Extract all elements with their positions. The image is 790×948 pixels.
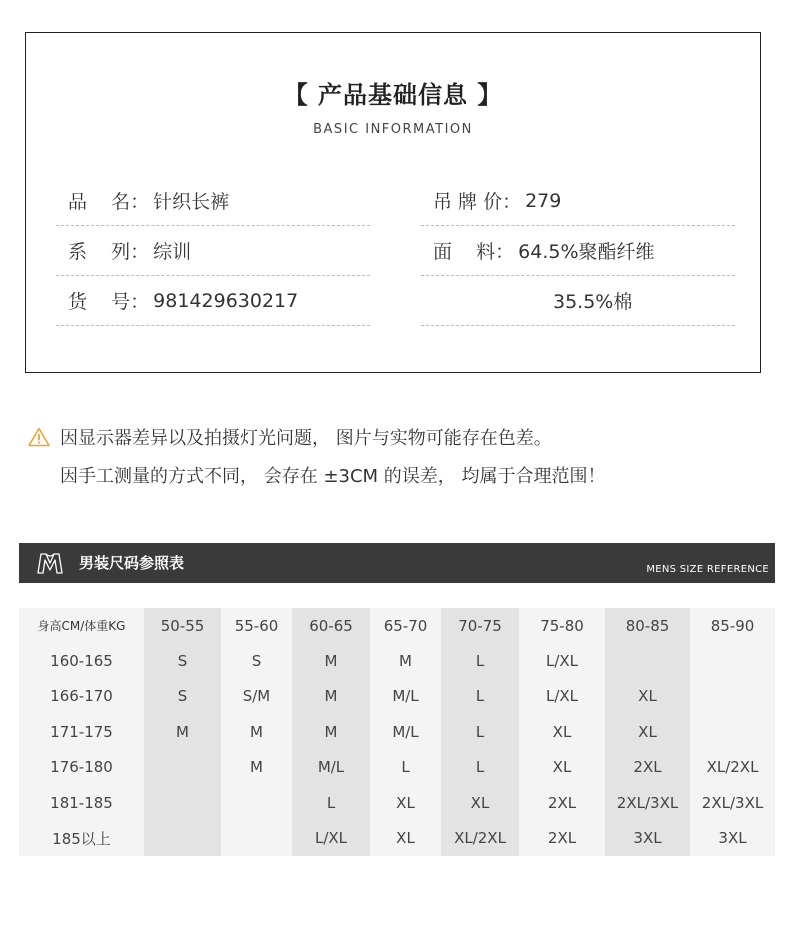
size-chart-title: 男装尺码参照表 — [79, 554, 185, 572]
row-header: 160-165 — [19, 643, 144, 678]
table-cell — [221, 785, 292, 820]
row-header: 176-180 — [19, 750, 144, 785]
table-cell: M/L — [292, 750, 370, 785]
row-header: 185以上 — [19, 820, 144, 855]
table-cell: M — [144, 714, 221, 749]
table-cell: XL — [605, 714, 690, 749]
table-cell: L — [441, 750, 519, 785]
table-cell: L — [441, 643, 519, 678]
table-row — [19, 714, 775, 749]
table-cell: L/XL — [519, 643, 605, 678]
field-series — [56, 226, 370, 276]
table-cell: 2XL — [519, 820, 605, 855]
field-label: 品 名： — [68, 191, 150, 213]
table-cell: L — [292, 785, 370, 820]
table-row — [19, 820, 775, 855]
table-cell — [144, 820, 221, 855]
product-info-box — [25, 32, 761, 373]
table-cell: XL/2XL — [441, 820, 519, 855]
field-label: 吊 牌 价： — [433, 191, 522, 213]
info-title: 【 产品基础信息 】 — [283, 81, 503, 109]
table-cell: XL/2XL — [690, 750, 775, 785]
table-cell: 2XL — [519, 785, 605, 820]
table-cell: XL — [519, 714, 605, 749]
size-table — [19, 608, 775, 856]
table-cell: S — [144, 679, 221, 714]
table-cell: XL — [370, 785, 441, 820]
table-cell: M — [292, 714, 370, 749]
notice-line-2 — [28, 456, 606, 494]
table-cell: M — [292, 679, 370, 714]
table-cell: XL — [605, 679, 690, 714]
field-tag-price — [421, 176, 735, 226]
table-cell: M/L — [370, 679, 441, 714]
column-header: 75-80 — [519, 608, 605, 643]
column-header: 85-90 — [690, 608, 775, 643]
table-cell: M — [370, 643, 441, 678]
table-cell: S — [221, 643, 292, 678]
table-cell: XL — [441, 785, 519, 820]
table-cell: L — [441, 714, 519, 749]
field-label: 系 列： — [68, 241, 150, 263]
table-cell: M — [221, 750, 292, 785]
table-row — [19, 679, 775, 714]
size-chart-header — [19, 543, 775, 583]
size-chart-subtitle: MENS SIZE REFERENCE — [646, 564, 769, 575]
table-cell — [690, 679, 775, 714]
notice-text-1: 因显示器差异以及拍摄灯光问题， 图片与实物可能存在色差。 — [60, 428, 552, 449]
field-value: 981429630217 — [153, 289, 299, 312]
table-cell — [144, 785, 221, 820]
table-cell — [144, 750, 221, 785]
table-cell: 2XL/3XL — [605, 785, 690, 820]
table-header-row — [19, 608, 775, 643]
table-row — [19, 785, 775, 820]
field-fabric — [421, 226, 735, 276]
table-cell — [690, 714, 775, 749]
table-row — [19, 750, 775, 785]
table-cell: M — [221, 714, 292, 749]
row-header: 171-175 — [19, 714, 144, 749]
row-header: 181-185 — [19, 785, 144, 820]
table-cell: S — [144, 643, 221, 678]
table-cell: 3XL — [690, 820, 775, 855]
notice-text-2: 因手工测量的方式不同， 会存在 ±3CM 的误差， 均属于合理范围！ — [60, 466, 606, 487]
column-header: 65-70 — [370, 608, 441, 643]
table-cell: L/XL — [292, 820, 370, 855]
column-header: 70-75 — [441, 608, 519, 643]
column-header: 50-55 — [144, 608, 221, 643]
table-cell: S/M — [221, 679, 292, 714]
table-cell — [221, 820, 292, 855]
field-label: 货 号： — [68, 291, 150, 313]
column-header: 55-60 — [221, 608, 292, 643]
field-value: 综训 — [153, 241, 192, 263]
table-cell — [605, 643, 690, 678]
table-corner-label: 身高CM/体重KG — [19, 608, 144, 643]
clothing-logo-icon — [35, 551, 65, 575]
field-label: 面 料： — [433, 241, 515, 263]
column-header: 60-65 — [292, 608, 370, 643]
table-cell: M — [292, 643, 370, 678]
field-value: 针织长裤 — [153, 191, 230, 213]
field-fabric-secondary — [421, 276, 735, 326]
table-cell: L/XL — [519, 679, 605, 714]
table-cell: 3XL — [605, 820, 690, 855]
table-cell: 2XL/3XL — [690, 785, 775, 820]
field-item-number — [56, 276, 370, 326]
warning-triangle-icon — [28, 427, 50, 447]
row-header: 166-170 — [19, 679, 144, 714]
table-cell — [690, 643, 775, 678]
table-cell: M/L — [370, 714, 441, 749]
field-value: 64.5%聚酯纤维 — [518, 241, 655, 263]
info-subtitle: BASIC INFORMATION — [313, 122, 473, 137]
notice — [28, 418, 606, 494]
table-cell: XL — [519, 750, 605, 785]
column-header: 80-85 — [605, 608, 690, 643]
notice-line-1 — [28, 418, 606, 456]
table-cell: XL — [370, 820, 441, 855]
field-value: 35.5%棉 — [553, 291, 633, 313]
table-cell: L — [370, 750, 441, 785]
table-row — [19, 643, 775, 678]
field-value: 279 — [525, 189, 562, 212]
field-product-name — [56, 176, 370, 226]
table-cell: 2XL — [605, 750, 690, 785]
table-cell: L — [441, 679, 519, 714]
